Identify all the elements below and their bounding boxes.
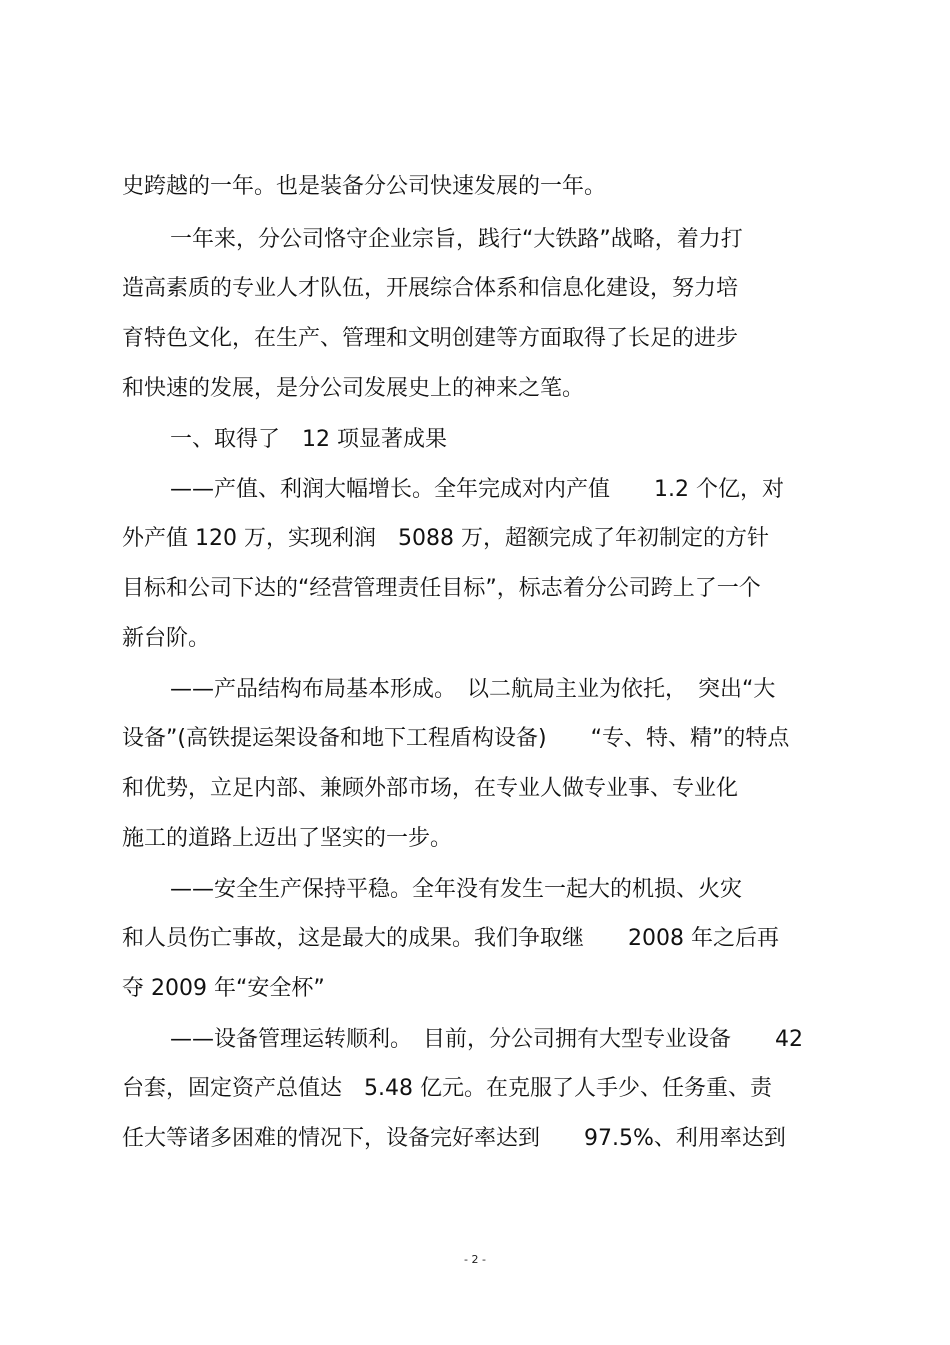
- text-line-16: 和人员伤亡事故，这是最大的成果。我们争取继 2008 年之后再: [122, 926, 779, 951]
- text-line-11: ——产品结构布局基本形成。 以二航局主业为依托， 突出“大: [170, 677, 776, 702]
- section-heading: 一、取得了 12 项显著成果: [170, 427, 447, 452]
- text-line-1: 史跨越的一年。也是装备分公司快速发展的一年。: [122, 174, 607, 199]
- text-line-15: ——安全生产保持平稳。全年没有发生一起大的机损、火灾: [170, 877, 743, 902]
- text-line-4: 育特色文化，在生产、管理和文明创建等方面取得了长足的进步: [122, 326, 739, 351]
- text-line-5: 和快速的发展，是分公司发展史上的神来之笔。: [122, 376, 585, 401]
- text-line-19: 台套，固定资产总值达 5.48 亿元。在克服了人手少、任务重、责: [122, 1076, 772, 1101]
- text-line-9: 目标和公司下达的“经营管理责任目标”，标志着分公司跨上了一个: [122, 576, 761, 601]
- text-line-18: ——设备管理运转顺利。 目前，分公司拥有大型专业设备 42: [170, 1027, 803, 1052]
- text-line-2: 一年来，分公司恪守企业宗旨，践行“大铁路”战略，着力打: [170, 227, 743, 252]
- text-line-14: 施工的道路上迈出了坚实的一步。: [122, 826, 453, 851]
- text-line-10: 新台阶。: [122, 626, 211, 651]
- text-line-12: 设备”(高铁提运架设备和地下工程盾构设备) “专、特、精”的特点: [122, 726, 790, 751]
- page-number: - 2 -: [464, 1253, 486, 1266]
- text-line-13: 和优势，立足内部、兼顾外部市场，在专业人做专业事、专业化: [122, 776, 739, 801]
- text-line-17: 夺 2009 年“安全杯”: [122, 976, 325, 1001]
- text-line-7: ——产值、利润大幅增长。全年完成对内产值 1.2 个亿，对: [170, 477, 784, 502]
- text-line-3: 造高素质的专业人才队伍，开展综合体系和信息化建设，努力培: [122, 276, 739, 301]
- text-line-20: 任大等诸多困难的情况下，设备完好率达到 97.5%、利用率达到: [122, 1126, 786, 1151]
- text-line-8: 外产值 120 万，实现利润 5088 万，超额完成了年初制定的方针: [122, 526, 769, 551]
